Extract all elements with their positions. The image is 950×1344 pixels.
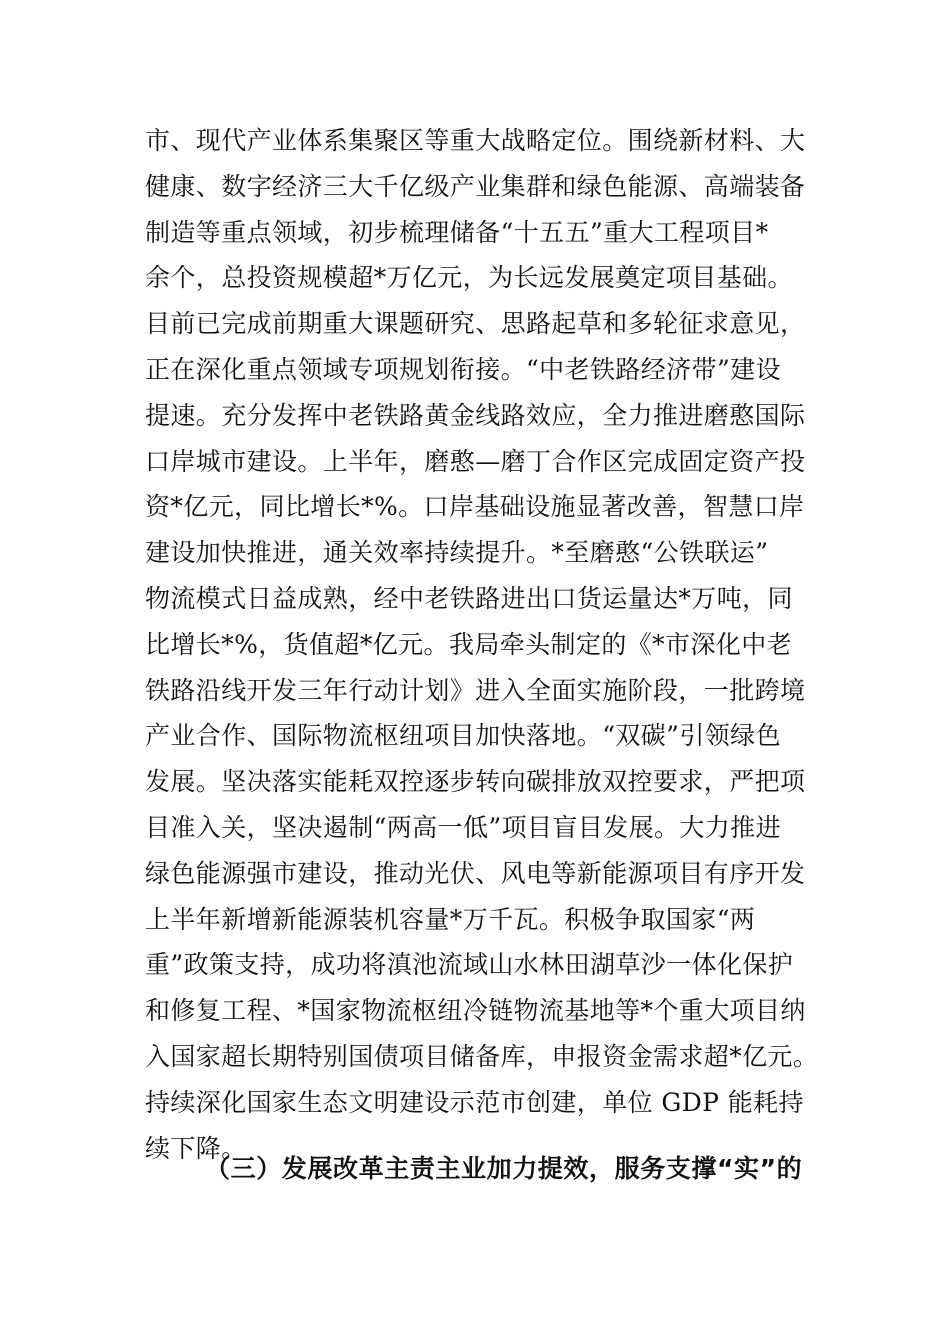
body-line: 持续深化国家生态文明建设示范市创建，单位 GDP 能耗持 [145,1087,804,1117]
body-line: 上半年新增新能源装机容量*万千瓦。积极争取国家“两 [145,904,756,934]
body-line: 目前已完成前期重大课题研究、思路起草和多轮征求意见， [145,309,806,339]
section-heading: （三）发展改革主责主业加力提效，服务支撑“实”的 [205,1154,803,1183]
body-line: 制造等重点领域，初步梳理储备“十五五”重大工程项目* [145,217,769,247]
body-line: 余个，总投资规模超*万亿元，为长远发展奠定项目基础。 [145,263,793,293]
body-line: 绿色能源强市建设，推动光伏、风电等新能源项目有序开发 [145,858,806,888]
body-line: 和修复工程、*国家物流枢纽冷链物流基地等*个重大项目纳 [145,996,806,1026]
body-line: 比增长*%，货值超*亿元。我局牵头制定的《*市深化中老 [145,629,793,659]
body-line: 产业合作、国际物流枢纽项目加快落地。“双碳”引领绿色 [145,721,781,751]
body-line: 健康、数字经济三大千亿级产业集群和绿色能源、高端装备 [145,171,806,201]
body-line: 发展。坚决落实能耗双控逐步转向碳排放双控要求，严把项 [145,767,806,797]
body-line: 正在深化重点领域专项规划衔接。“中老铁路经济带”建设 [145,354,781,384]
body-line: 铁路沿线开发三年行动计划》进入全面实施阶段，一批跨境 [145,675,806,705]
body-line: 续下降。 [145,1133,247,1163]
body-line: 口岸城市建设。上半年，磨憨—磨丁合作区完成固定资产投 [145,446,806,476]
body-line: 提速。充分发挥中老铁路黄金线路效应，全力推进磨憨国际 [145,400,806,430]
body-paragraph [145,118,825,1171]
body-line: 建设加快推进，通关效率持续提升。*至磨憨“公铁联运” [145,538,769,568]
body-line: 入国家超长期特别国债项目储备库，申报资金需求超*亿元。 [145,1041,819,1071]
body-line: 市、现代产业体系集聚区等重大战略定位。围绕新材料、大 [145,126,806,155]
body-line: 目准入关，坚决遏制“两高一低”项目盲目发展。大力推进 [145,812,781,842]
body-line: 重”政策支持，成功将滇池流域山水林田湖草沙一体化保护 [145,950,794,980]
body-line: 物流模式日益成熟，经中老铁路进出口货运量达*万吨，同 [145,583,793,613]
body-line: 资*亿元，同比增长*%。口岸基础设施显著改善，智慧口岸 [145,492,805,522]
